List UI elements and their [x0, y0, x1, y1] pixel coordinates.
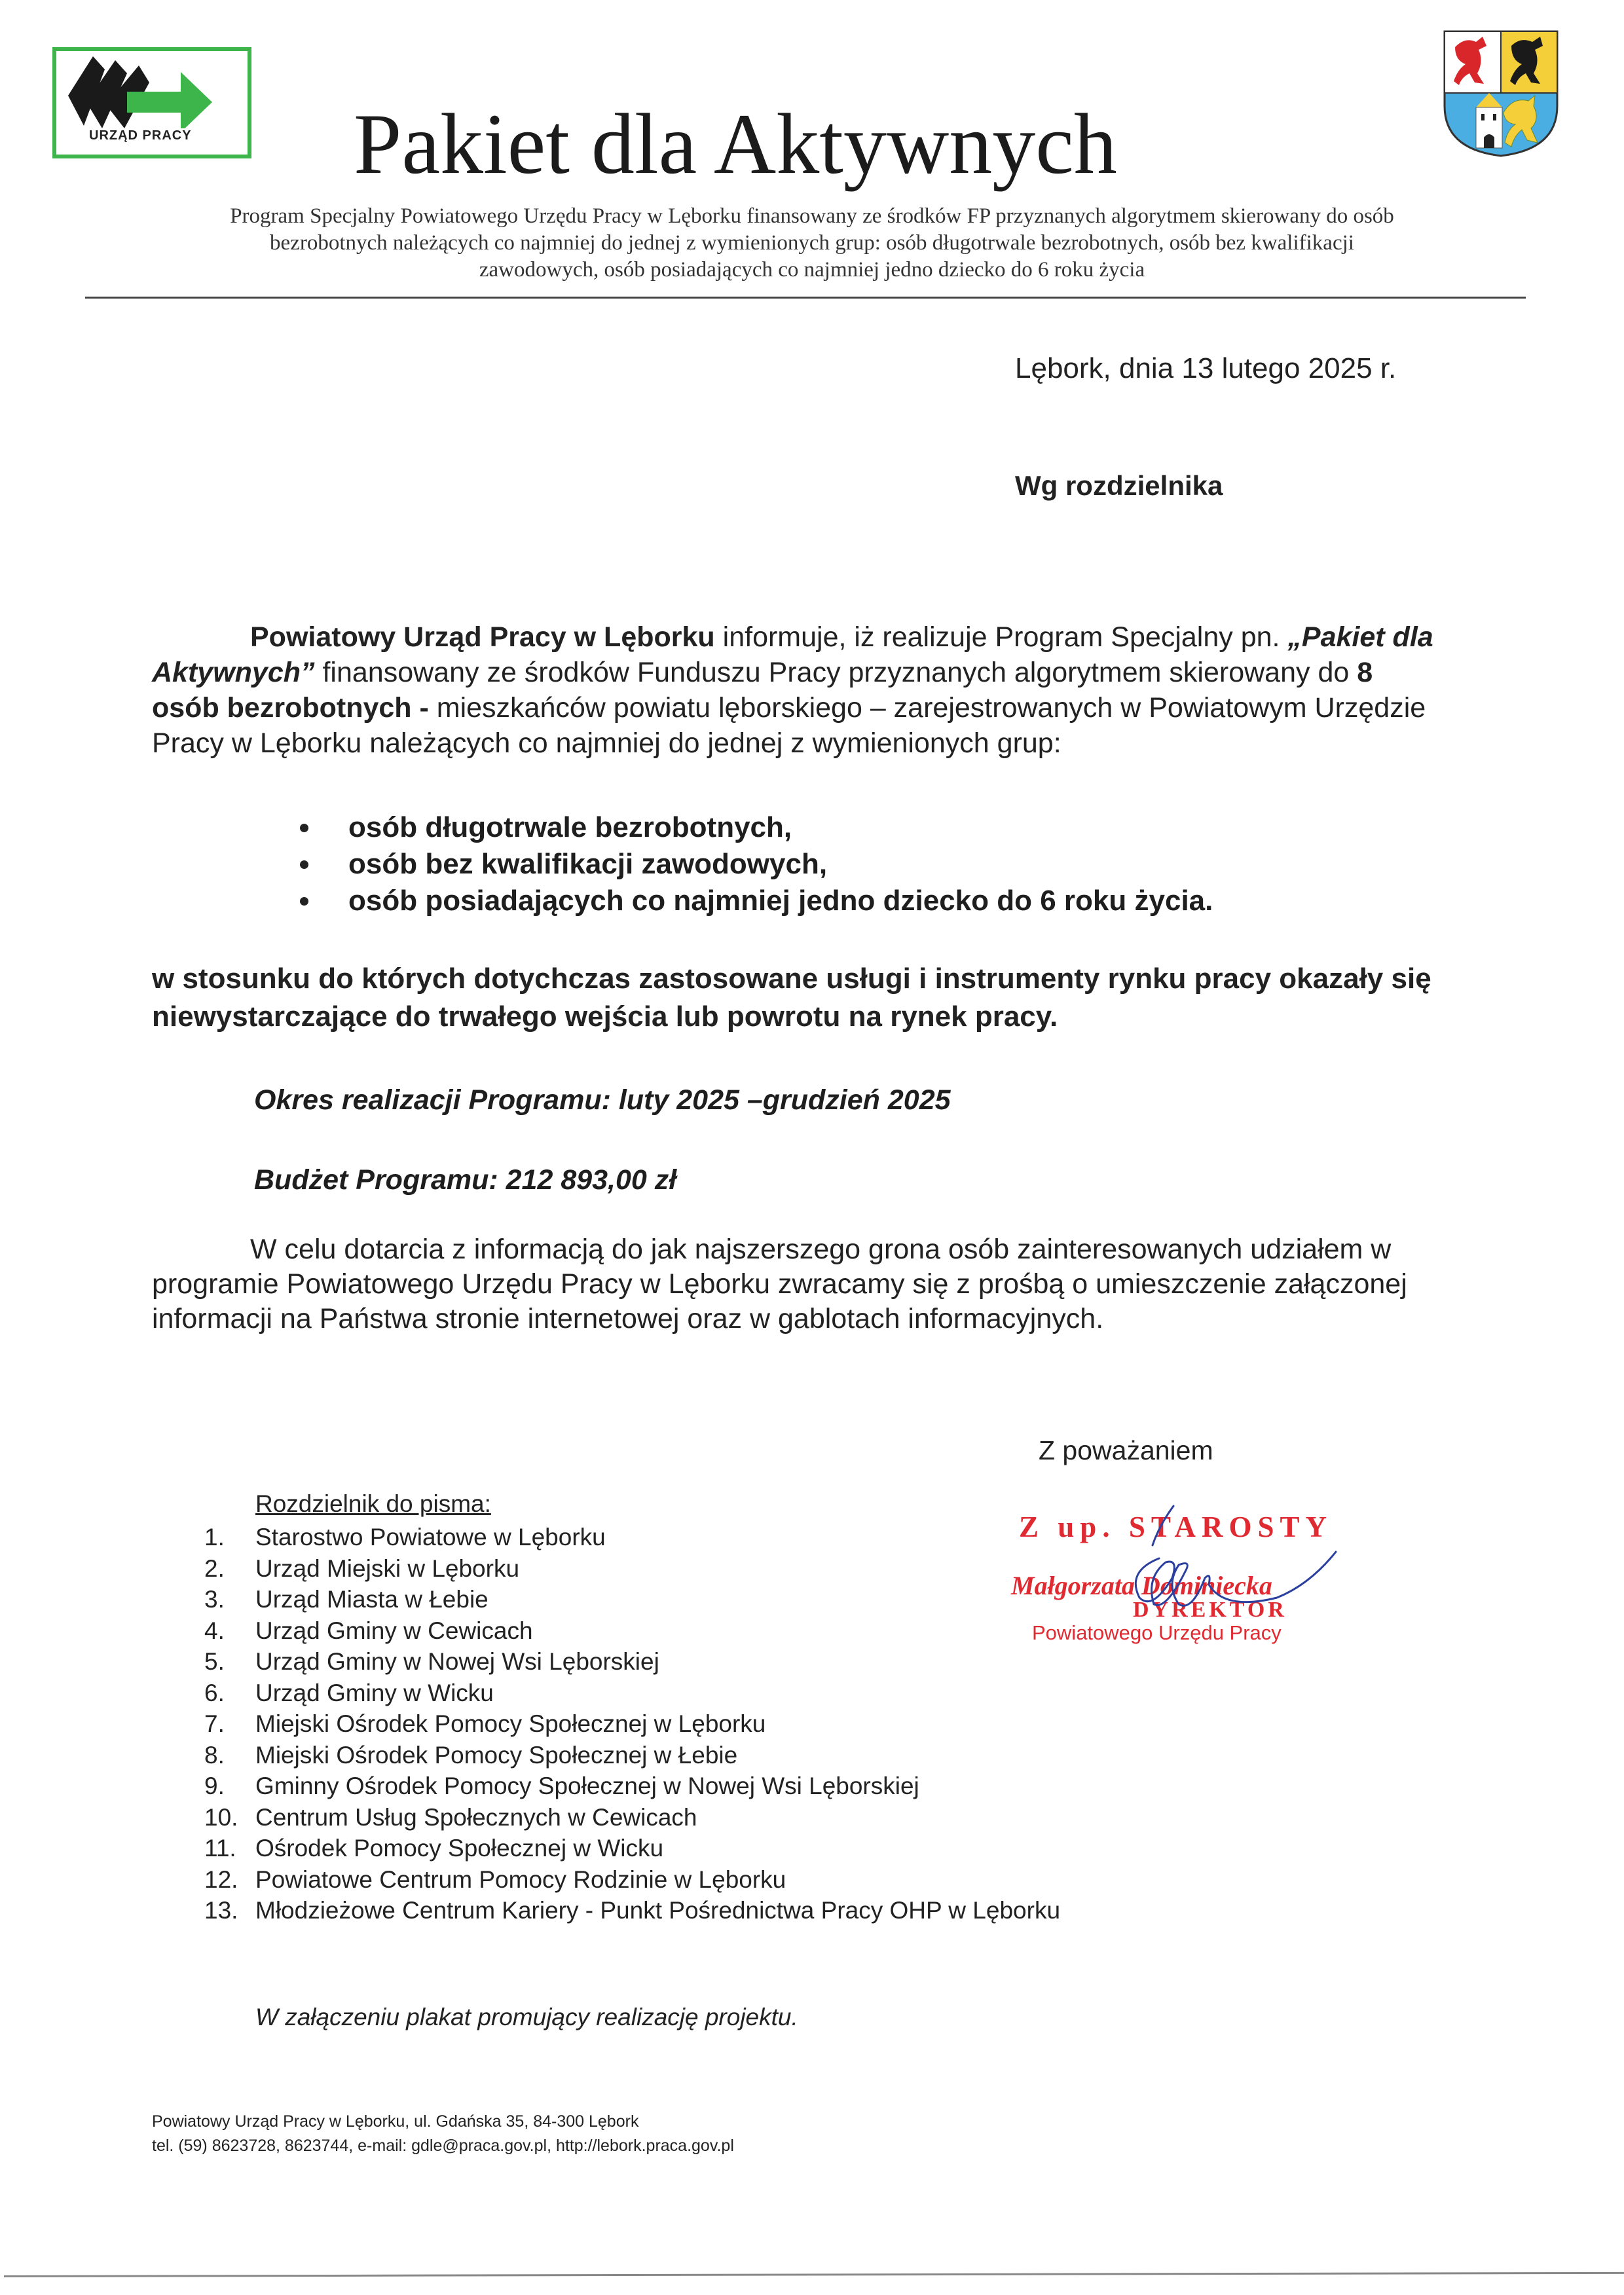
footer-contact-line: tel. (59) 8623728, 8623744, e-mail: gdle@praca.gov.pl, http://lebork.praca.gov.pl [152, 2137, 734, 2155]
item-number: 8. [204, 1741, 225, 1769]
program-name: „Pakiet dla Aktywnych” [152, 621, 1433, 688]
distribution-item [204, 1553, 1060, 1585]
urzad-pracy-emblem-icon [62, 56, 245, 128]
item-number: 12. [204, 1865, 238, 1893]
item-name: Urząd Miasta w Łebie [255, 1586, 489, 1613]
distribution-item [204, 1522, 1060, 1553]
item-number: 1. [204, 1524, 225, 1551]
intro-text: mieszkańców powiatu lęborskiego – zarejestrowanych w Powiatowym Urzędzie Pracy w Lęborku należących co najmniej do jednej z wymienionych grup: [152, 692, 1426, 759]
item-number: 11. [204, 1835, 236, 1862]
letter-recipient: Wg rozdzielnika [1015, 470, 1223, 501]
distribution-item [204, 1584, 1060, 1615]
item-number: 7. [204, 1710, 225, 1737]
item-name: Młodzieżowe Centrum Kariery - Punkt Pośrednictwa Pracy OHP w Lęborku [255, 1897, 1061, 1924]
distribution-heading: Rozdzielnik do pisma: [255, 1490, 491, 1517]
distribution-item [204, 1615, 1060, 1647]
eligibility-paragraph: w stosunku do których dotychczas zastosowane usługi i instrumenty rynku pracy okazały się niewystarczające do trwałego wejścia lub powrotu na rynek pracy. [152, 963, 1431, 1033]
closing-greeting: Z poważaniem [1039, 1435, 1213, 1465]
header-divider [85, 297, 1526, 299]
attachment-note: W załączeniu plakat promujący realizację projektu. [255, 2004, 798, 2030]
handwritten-signature-icon [1080, 1499, 1356, 1630]
intro-paragraph [152, 619, 1435, 761]
distribution-item [204, 1678, 1060, 1709]
bullet-icon [300, 860, 308, 869]
stamp-office: Powiatowego Urzędu Pracy [1032, 1621, 1282, 1644]
bullet-icon [300, 897, 308, 906]
intro-text: finansowany ze środków Funduszu Pracy przyznanych algorytmem skierowany do [314, 657, 1357, 688]
item-number: 10. [204, 1803, 238, 1831]
program-budget: Budżet Programu: 212 893,00 zł [254, 1164, 677, 1196]
item-number: 3. [204, 1586, 225, 1613]
subtitle-line: Program Specjalny Powiatowego Urzędu Pracy w Lęborku finansowany ze środków FP przyznanych algorytmem skierowany do osób [230, 204, 1394, 228]
stamp-authority: Z up. STAROSTY [1019, 1511, 1333, 1543]
footer-address: Powiatowy Urząd Pracy w Lęborku, ul. Gdańska 35, 84-300 Lębork [152, 2112, 639, 2131]
request-paragraph [152, 1232, 1435, 1336]
request-text: W celu dotarcia z informacją do jak najszerszego grona osób zainteresowanych udziałem w programie Powiatowego Urzędu Pracy w Lęborku zwracamy się z prośbą o umieszczenie załączonej informacji na Państwa stronie internetowej oraz w gablotach informacyjnych. [152, 1234, 1407, 1334]
urzad-pracy-logo [52, 47, 251, 158]
item-number: 6. [204, 1679, 225, 1706]
distribution-item [204, 1895, 1060, 1926]
distribution-item [204, 1802, 1060, 1833]
bullet-icon [300, 824, 308, 832]
subtitle-line: zawodowych, osób posiadających co najmniej jedno dziecko do 6 roku życia [479, 258, 1145, 282]
list-item [295, 846, 1213, 883]
item-name: Miejski Ośrodek Pomocy Społecznej w Łebie [255, 1741, 738, 1769]
footer-divider [4, 2272, 1624, 2277]
item-name: Urząd Gminy w Wicku [255, 1679, 494, 1706]
distribution-list [204, 1522, 1060, 1926]
item-number: 5. [204, 1648, 225, 1675]
list-item-text: osób bez kwalifikacji zawodowych, [348, 848, 828, 880]
stamp-role: DYREKTOR [1133, 1598, 1287, 1622]
distribution-item [204, 1771, 1060, 1802]
target-group-count: 8 osób bezrobotnych - [152, 657, 1373, 724]
letter-date: Lębork, dnia 13 lutego 2025 r. [1015, 352, 1397, 384]
distribution-item [204, 1833, 1060, 1864]
item-name: Powiatowe Centrum Pomocy Rodzinie w Lęborku [255, 1865, 786, 1893]
coat-of-arms-icon [1435, 28, 1566, 158]
list-item [295, 809, 1213, 846]
subtitle-line: bezrobotnych należących co najmniej do jednej z wymienionych grup: osób długotrwale bezrobotnych, osób bez kwalifikacji [270, 231, 1354, 255]
distribution-item [204, 1864, 1060, 1896]
item-name: Centrum Usług Społecznych w Cewicach [255, 1803, 697, 1831]
list-item-text: osób posiadających co najmniej jedno dziecko do 6 roku życia. [348, 885, 1213, 917]
item-name: Starostwo Powiatowe w Lęborku [255, 1524, 606, 1551]
item-name: Urząd Gminy w Cewicach [255, 1617, 533, 1644]
item-name: Miejski Ośrodek Pomocy Społecznej w Lęborku [255, 1710, 766, 1737]
stamp-name: Małgorzata Dominiecka [1011, 1571, 1272, 1600]
distribution-item [204, 1646, 1060, 1678]
item-number: 9. [204, 1772, 225, 1799]
item-name: Ośrodek Pomocy Społecznej w Wicku [255, 1835, 664, 1862]
item-name: Gminny Ośrodek Pomocy Społecznej w Nowej Wsi Lęborskiej [255, 1772, 919, 1799]
coat-of-arms [1435, 28, 1566, 162]
signature-stamp [1008, 1499, 1388, 1657]
list-item [295, 883, 1213, 919]
office-name: Powiatowy Urząd Pracy w Lęborku [250, 621, 715, 653]
item-number: 13. [204, 1897, 238, 1924]
item-number: 2. [204, 1554, 225, 1582]
distribution-item [204, 1708, 1060, 1740]
list-item-text: osób długotrwale bezrobotnych, [348, 811, 792, 843]
item-name: Urząd Gminy w Nowej Wsi Lęborskiej [255, 1648, 659, 1675]
item-number: 4. [204, 1617, 225, 1644]
program-period: Okres realizacji Programu: luty 2025 –grudzień 2025 [254, 1084, 951, 1116]
item-name: Urząd Miejski w Lęborku [255, 1554, 520, 1582]
target-groups-list [295, 809, 1213, 919]
logo-text: URZĄD PRACY [89, 128, 192, 143]
distribution-item [204, 1740, 1060, 1771]
footer-contact [152, 2110, 734, 2158]
intro-text: informuje, iż realizuje Program Specjalny pn. [714, 621, 1288, 653]
document-title: Pakiet dla Aktywnych [354, 96, 1117, 192]
program-description [79, 203, 1545, 284]
